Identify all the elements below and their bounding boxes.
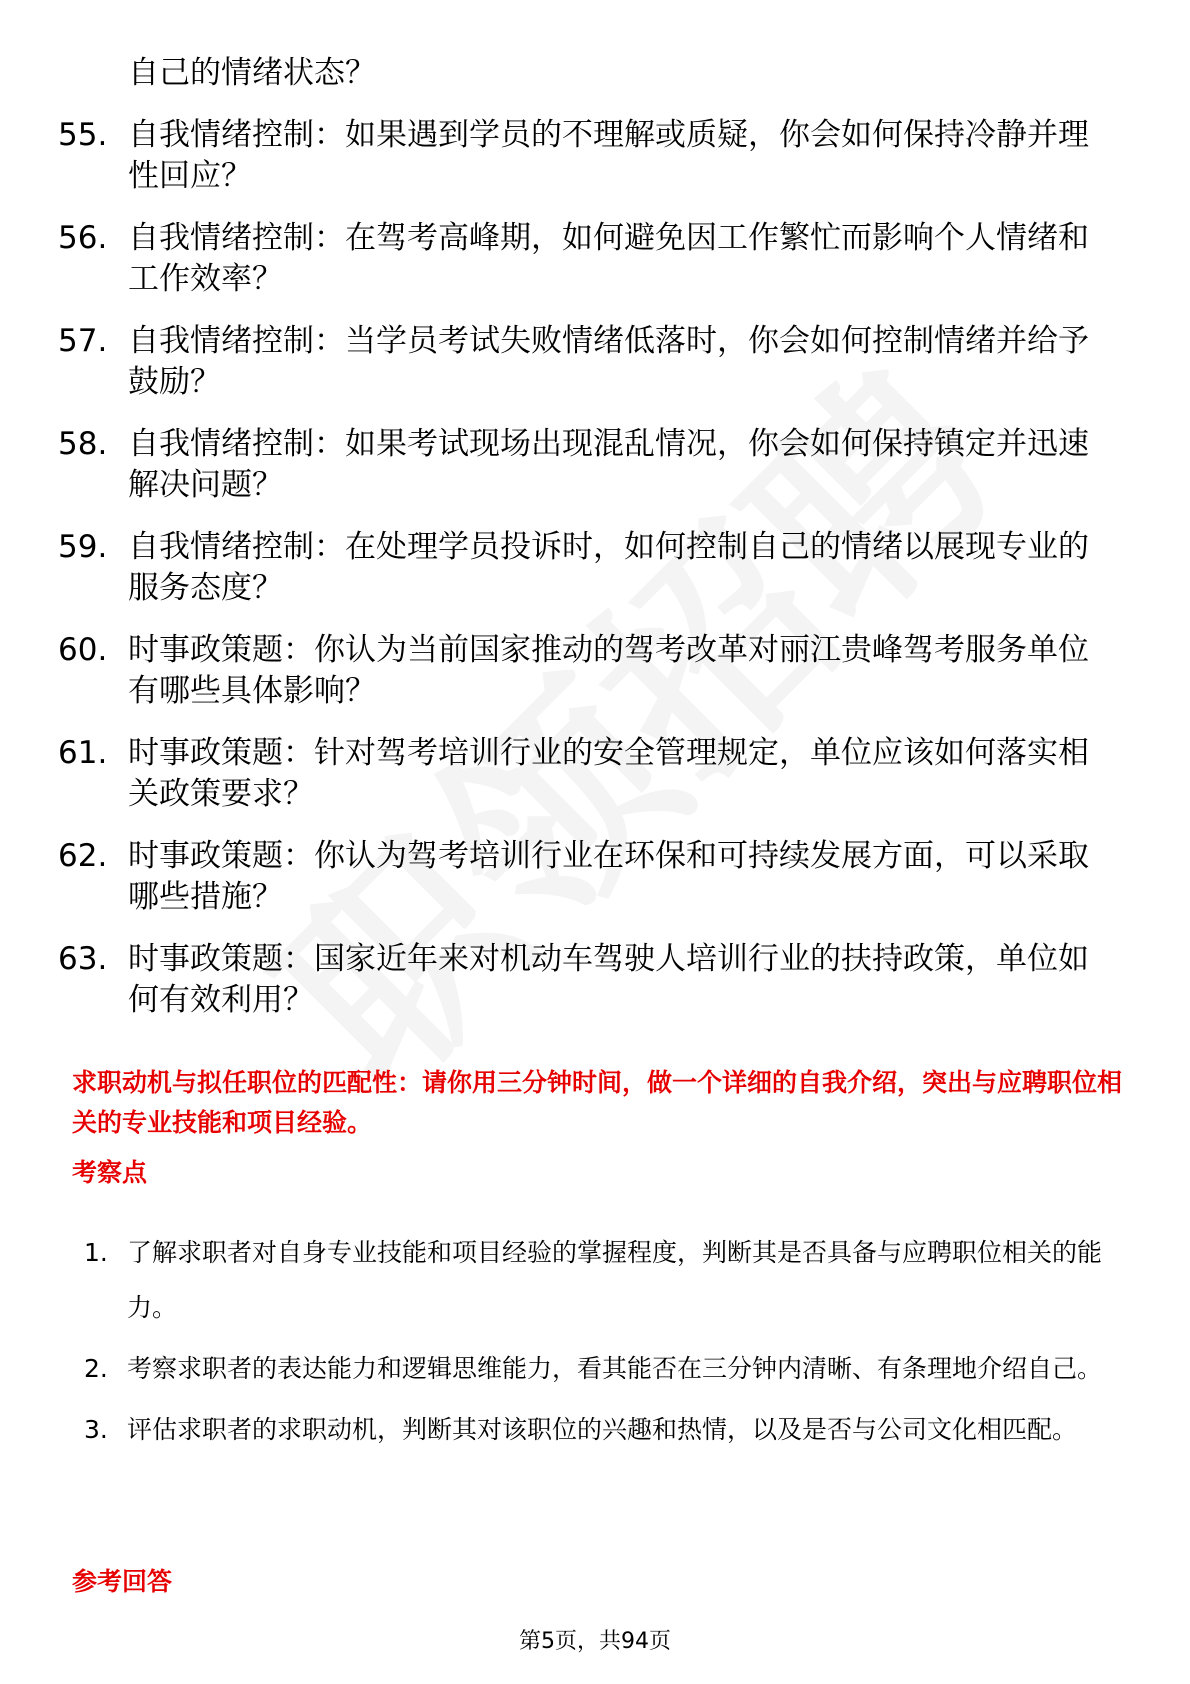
list-item [58,939,1118,1021]
item-number: 63. [58,941,108,977]
list-item [84,1402,1124,1457]
item-text: 自我情绪控制：在处理学员投诉时，如何控制自己的情绪以展现专业的服务态度？ [128,529,1089,606]
item-text: 自我情绪控制：当学员考试失败情绪低落时，你会如何控制情绪并给予鼓励？ [128,323,1089,400]
item-text: 自我情绪控制：如果遇到学员的不理解或质疑，你会如何保持冷静并理性回应？ [128,117,1089,194]
item-text: 自我情绪控制：如果考试现场出现混乱情况，你会如何保持镇定并迅速解决问题？ [128,426,1089,503]
list-item [58,630,1118,712]
item-number: 55. [58,117,108,153]
points-label: 考察点 [72,1158,148,1187]
item-number: 61. [58,735,108,771]
list-item [58,424,1118,506]
item-text: 时事政策题：国家近年来对机动车驾驶人培训行业的扶持政策，单位如何有效利用？ [128,941,1089,1018]
list-item [58,115,1118,197]
item-text: 自我情绪控制：在驾考高峰期，如何避免因工作繁忙而影响个人情绪和工作效率？ [128,220,1089,297]
item-number: 58. [58,426,108,462]
item-number: 59. [58,529,108,565]
list-item [58,321,1118,403]
item-text: 时事政策题：你认为当前国家推动的驾考改革对丽江贵峰驾考服务单位有哪些具体影响？ [128,632,1089,709]
item-text: 了解求职者对自身专业技能和项目经验的掌握程度，判断其是否具备与应聘职位相关的能力。 [127,1238,1103,1322]
item-number: 60. [58,632,108,668]
list-item [84,1341,1124,1396]
item-number: 1. [84,1238,108,1267]
page-footer: 第5页，共94页 [519,1629,671,1654]
list-item [58,836,1118,918]
section-heading: 求职动机与拟任职位的匹配性：请你用三分钟时间，做一个详细的自我介绍，突出与应聘职位相关的专业技能和项目经验。 [72,1068,1123,1137]
item-text: 评估求职者的求职动机，判断其对该职位的兴趣和热情，以及是否与公司文化相匹配。 [127,1415,1078,1444]
answer-label: 参考回答 [72,1567,173,1596]
question-continuation: 自己的情绪状态？ [128,55,376,91]
list-item [58,527,1118,609]
item-text: 时事政策题：针对驾考培训行业的安全管理规定，单位应该如何落实相关政策要求？ [128,735,1089,812]
item-number: 57. [58,323,108,359]
item-number: 62. [58,838,108,874]
list-item [58,733,1118,815]
points-list [84,1225,1124,1463]
item-number: 56. [58,220,108,256]
item-text: 时事政策题：你认为驾考培训行业在环保和可持续发展方面，可以采取哪些措施？ [128,838,1089,915]
item-number: 2. [84,1354,108,1383]
list-item [84,1225,1124,1335]
item-number: 3. [84,1415,108,1444]
list-item [58,218,1118,300]
item-text: 考察求职者的表达能力和逻辑思维能力，看其能否在三分钟内清晰、有条理地介绍自己。 [127,1354,1103,1383]
question-list [58,115,1118,1042]
